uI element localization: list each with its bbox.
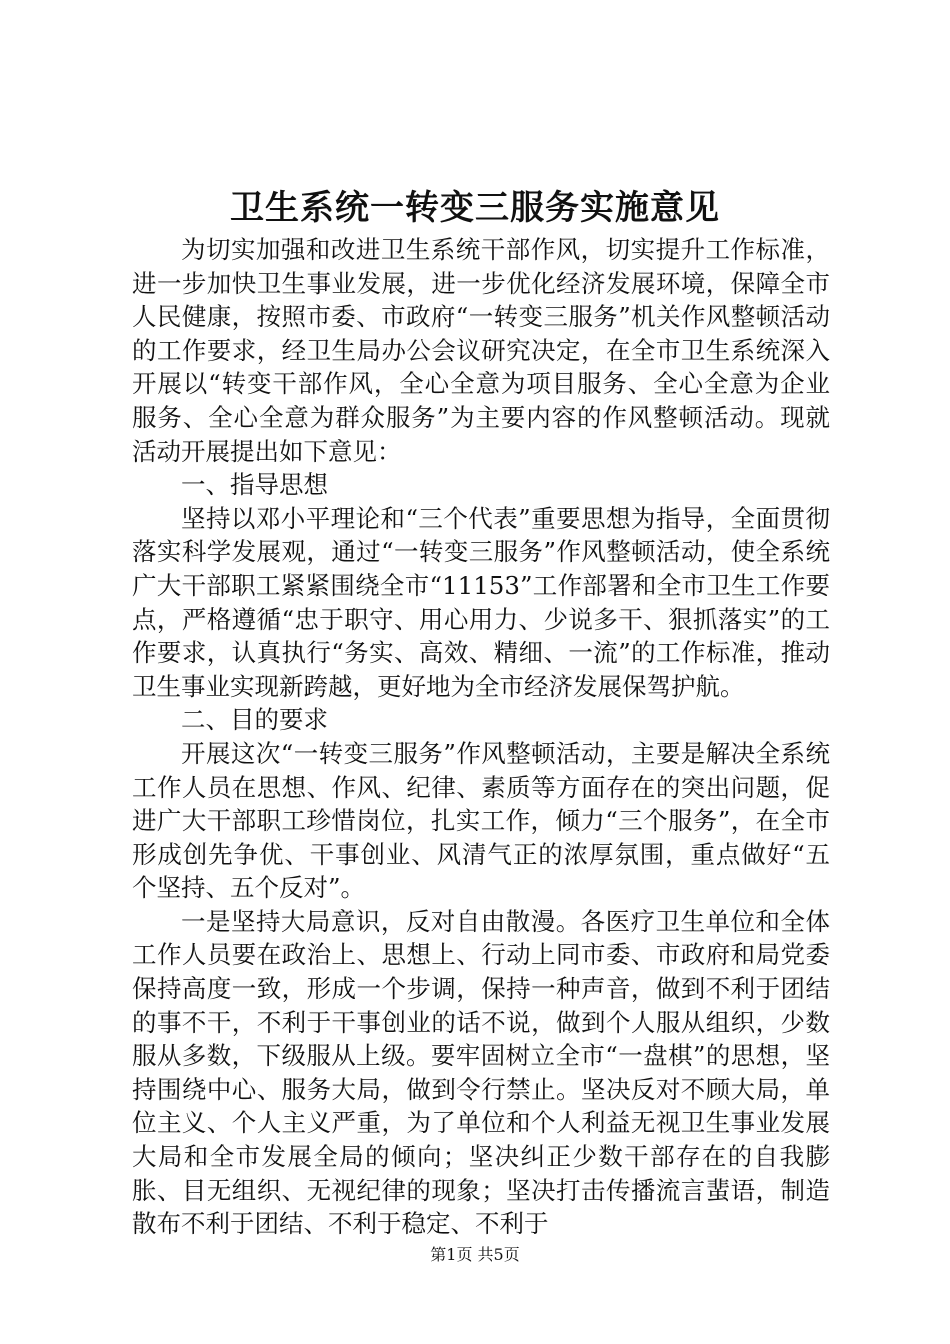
section-heading-objectives: 二、目的要求 — [181, 705, 328, 735]
section-heading-guiding-ideology: 一、指导思想 — [181, 470, 328, 500]
paragraph-point-one: 一是坚持大局意识，反对自由散漫。各医疗卫生单位和全体工作人员要在政治上、思想上、行动上同市委、市政府和局党委保持高度一致，形成一个步调，保持一种声音，做到不利于团结的事不干，不利于干事创业的话不说，做到个人服从组织，少数服从多数，下级服从上级。要牢固树立全市“一盘棋”的思想，坚持围绕中心、服务大局，做到令行禁止。坚决反对不顾大局，单位主义、个人主义严重，为了单位和个人利益无视卫生事业发展大局和全市发展全局的倾向；坚决纠正少数干部存在的自我膨胀、目无组织、无视纪律的现象；坚决打击传播流言蜚语，制造散布不利于团结、不利于稳定、不利于 — [132, 906, 830, 1239]
page-number-footer: 第1页 共5页 — [430, 1245, 520, 1264]
document-title: 卫生系统一转变三服务实施意见 — [230, 188, 720, 228]
document-body — [132, 233, 830, 1241]
paragraph-intro: 为切实加强和改进卫生系统干部作风，切实提升工作标准，进一步加快卫生事业发展，进一步优化经济发展环境，保障全市人民健康，按照市委、市政府“一转变三服务”机关作风整顿活动的工作要求，经卫生局办公会议研究决定，在全市卫生系统深入开展以“转变干部作风，全心全意为项目服务、全心全意为企业服务、全心全意为群众服务”为主要内容的作风整顿活动。现就活动开展提出如下意见： — [132, 235, 830, 466]
paragraph-guiding-ideology: 坚持以邓小平理论和“三个代表”重要思想为指导，全面贯彻落实科学发展观，通过“一转变三服务”作风整顿活动，使全系统广大干部职工紧紧围绕全市“11153”工作部署和全市卫生工作要点，严格遵循“忠于职守、用心用力、少说多干、狠抓落实”的工作要求，认真执行“务实、高效、精细、一流”的工作标准，推动卫生事业实现新跨越，更好地为全市经济发展保驾护航。 — [132, 503, 830, 701]
paragraph-objectives: 开展这次“一转变三服务”作风整顿活动，主要是解决全系统工作人员在思想、作风、纪律、素质等方面存在的突出问题，促进广大干部职工珍惜岗位，扎实工作，倾力“三个服务”，在全市形成创先争优、干事创业、风清气正的浓厚氛围，重点做好“五个坚持、五个反对”。 — [132, 738, 830, 903]
